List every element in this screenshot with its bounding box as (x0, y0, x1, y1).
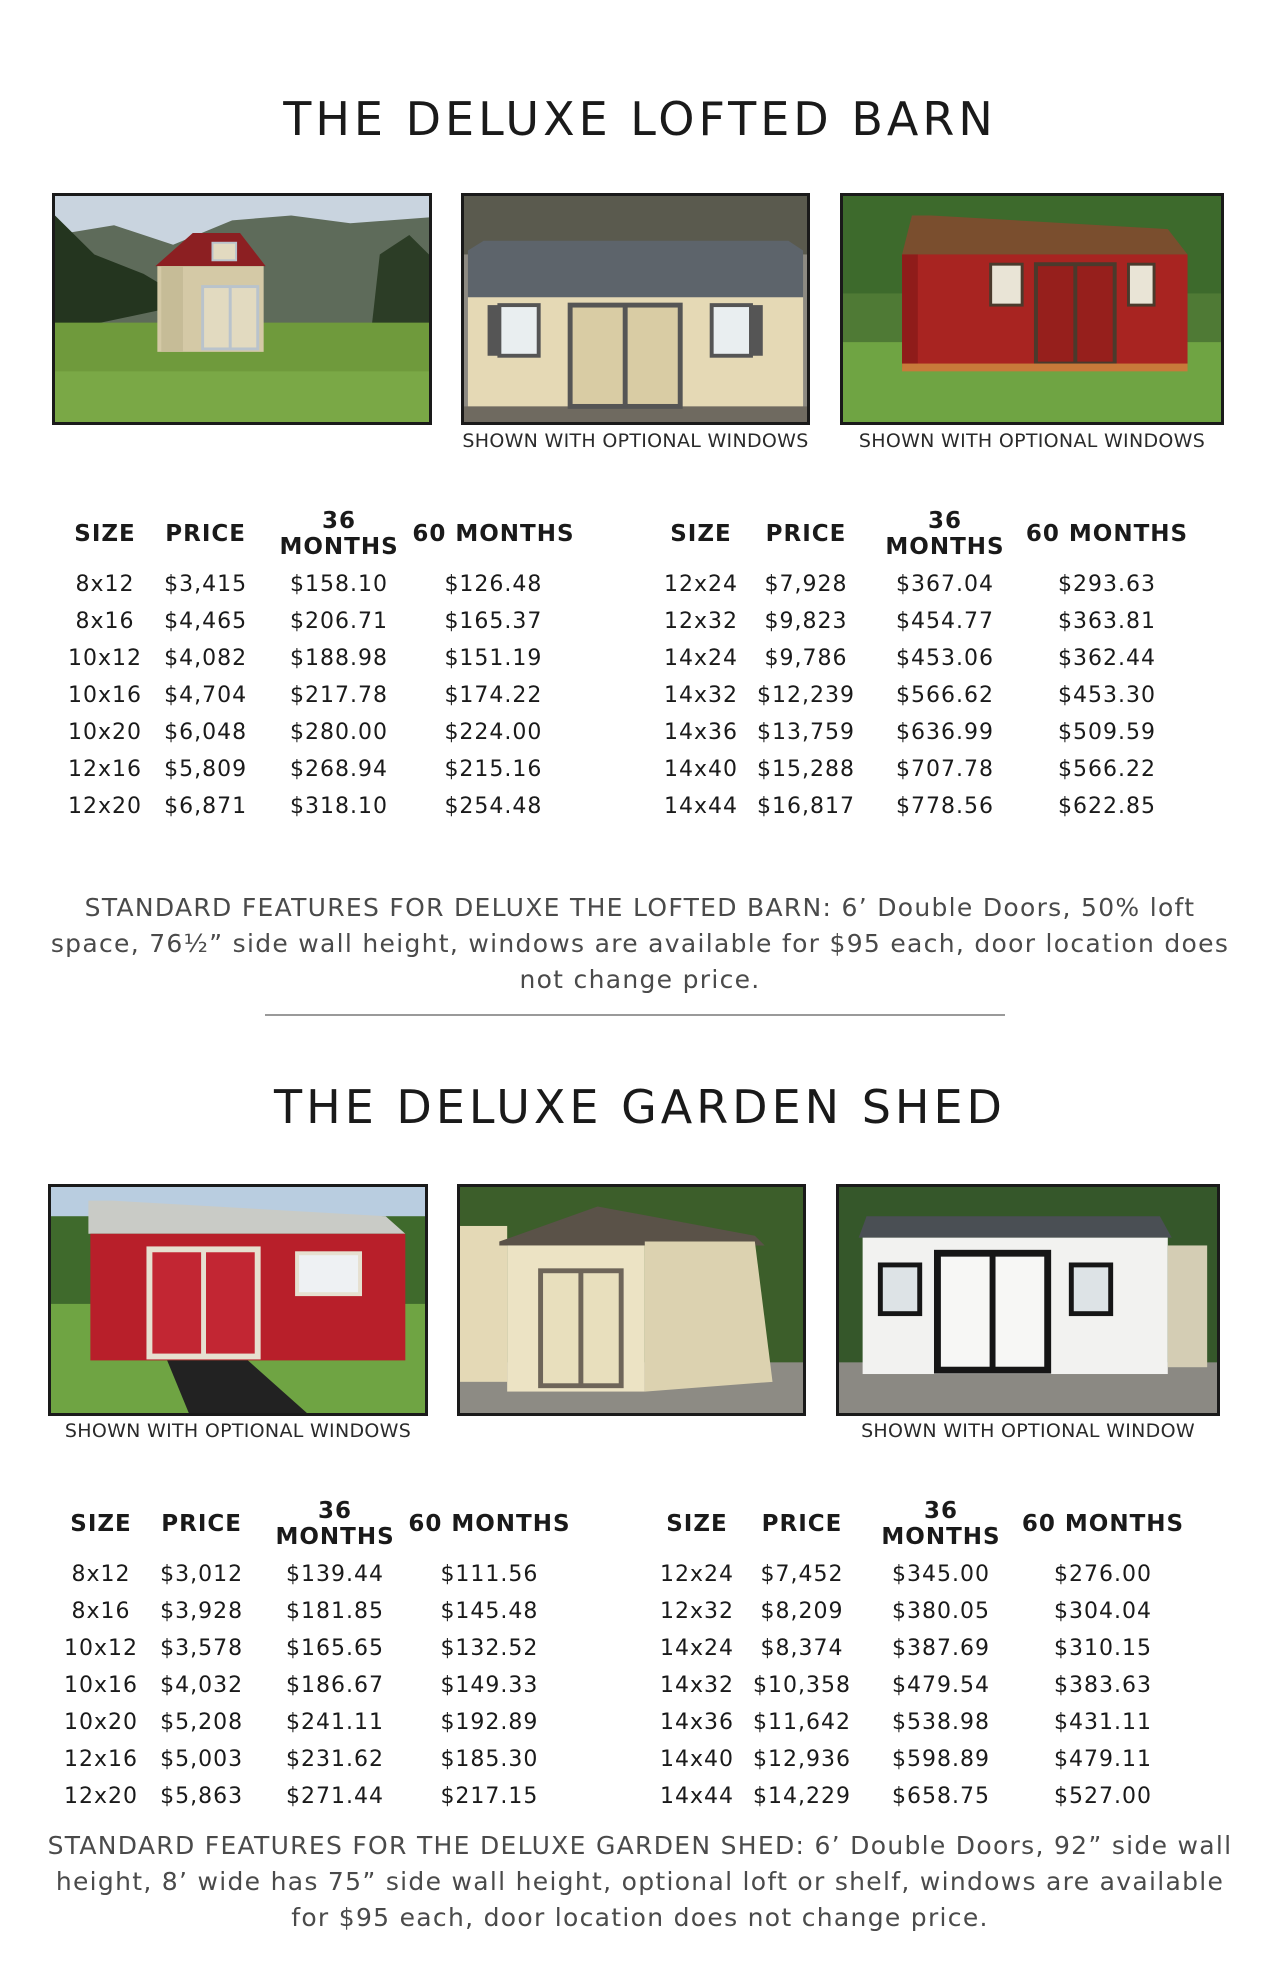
header-36-months: 36 MONTHS (279, 508, 399, 560)
cell-36-months: $658.75 (892, 1784, 990, 1809)
garden-price-table-left (64, 1498, 574, 1815)
barn-caption-1: SHOWN WITH OPTIONAL WINDOWS (462, 430, 809, 452)
header-price: PRICE (161, 1511, 242, 1537)
cell-36-months: $538.98 (892, 1710, 990, 1735)
cell-price: $9,786 (764, 646, 848, 671)
table-row (64, 1778, 574, 1815)
cell-60-months: $453.30 (1058, 683, 1156, 708)
section-divider (265, 1014, 1005, 1016)
cell-price: $10,358 (753, 1673, 851, 1698)
table-row (658, 1630, 1192, 1667)
header-size: SIZE (670, 521, 732, 547)
table-row (68, 640, 578, 677)
header-36-months: 36 MONTHS (275, 1498, 395, 1550)
cell-price: $8,209 (760, 1599, 844, 1624)
cell-36-months: $479.54 (892, 1673, 990, 1698)
cell-60-months: $145.48 (440, 1599, 539, 1624)
table-row (64, 1667, 574, 1704)
cell-price: $3,578 (160, 1636, 244, 1661)
table-row (68, 677, 578, 714)
cell-size: 14x44 (659, 1784, 734, 1809)
table-row (658, 1556, 1192, 1593)
cell-60-months: $509.59 (1058, 720, 1156, 745)
cell-price: $14,229 (753, 1784, 851, 1809)
cell-size: 12x32 (663, 609, 738, 634)
cell-size: 10x16 (68, 683, 143, 708)
cell-price: $5,208 (160, 1710, 244, 1735)
cell-36-months: $186.67 (286, 1673, 385, 1698)
header-price: PRICE (765, 521, 847, 547)
cell-60-months: $276.00 (1054, 1562, 1152, 1587)
cell-price: $3,928 (160, 1599, 244, 1624)
cell-60-months: $304.04 (1054, 1599, 1152, 1624)
header-60-months: 60 MONTHS (412, 521, 575, 547)
cell-60-months: $126.48 (444, 572, 543, 597)
header-size: SIZE (666, 1511, 728, 1537)
table-row (64, 1556, 574, 1593)
cell-price: $15,288 (757, 757, 855, 782)
cell-36-months: $241.11 (286, 1710, 385, 1735)
table-row (662, 603, 1196, 640)
cell-60-months: $149.33 (440, 1673, 539, 1698)
cell-60-months: $215.16 (444, 757, 543, 782)
cell-size: 14x40 (659, 1747, 734, 1772)
header-60-months: 60 MONTHS (408, 1511, 571, 1537)
cell-size: 12x20 (64, 1784, 139, 1809)
garden-price-table-right (658, 1498, 1192, 1815)
cell-60-months: $566.22 (1058, 757, 1156, 782)
cell-36-months: $271.44 (286, 1784, 385, 1809)
table-header-row (662, 508, 1196, 566)
cell-36-months: $206.71 (290, 609, 389, 634)
cell-price: $5,003 (160, 1747, 244, 1772)
table-row (658, 1778, 1192, 1815)
cell-size: 10x20 (68, 720, 143, 745)
header-60-months: 60 MONTHS (1025, 521, 1189, 547)
barn-caption-2: SHOWN WITH OPTIONAL WINDOWS (858, 430, 1206, 452)
cell-36-months: $454.77 (896, 609, 994, 634)
cell-36-months: $139.44 (286, 1562, 385, 1587)
table-row (658, 1593, 1192, 1630)
cell-36-months: $181.85 (286, 1599, 385, 1624)
cell-60-months: $527.00 (1054, 1784, 1152, 1809)
cell-36-months: $367.04 (896, 572, 994, 597)
table-row (662, 566, 1196, 603)
table-header-row (64, 1498, 574, 1556)
table-row (64, 1741, 574, 1778)
cell-36-months: $453.06 (896, 646, 994, 671)
cell-60-months: $310.15 (1054, 1636, 1152, 1661)
cell-price: $12,936 (753, 1747, 851, 1772)
cell-size: 14x24 (659, 1636, 734, 1661)
cell-price: $5,809 (164, 757, 248, 782)
cell-60-months: $254.48 (444, 794, 543, 819)
cell-size: 10x16 (64, 1673, 139, 1698)
header-36-months: 36 MONTHS (885, 508, 1005, 560)
garden-caption-1: SHOWN WITH OPTIONAL WINDOWS (64, 1420, 412, 1442)
garden-caption-2: SHOWN WITH OPTIONAL WINDOW (861, 1420, 1195, 1442)
cell-size: 12x20 (68, 794, 143, 819)
cell-36-months: $165.65 (286, 1636, 385, 1661)
garden-photo-red-windows (48, 1184, 428, 1416)
cell-36-months: $598.89 (892, 1747, 990, 1772)
cell-60-months: $293.63 (1058, 572, 1156, 597)
cell-60-months: $151.19 (444, 646, 543, 671)
garden-standard-features: STANDARD FEATURES FOR THE DELUXE GARDEN SHED: 6’ Double Doors, 92” side wall height, 8’ wide has 75” side wall height, optional loft or shelf, windows are available for $95 each, door location does not change price. (47, 1831, 1233, 1932)
barn-price-table-left (68, 508, 578, 825)
garden-photo-tan (457, 1184, 806, 1416)
cell-price: $3,012 (160, 1562, 244, 1587)
cell-price: $6,048 (164, 720, 248, 745)
table-row (64, 1630, 574, 1667)
cell-price: $7,928 (764, 572, 848, 597)
cell-60-months: $111.56 (440, 1562, 539, 1587)
barn-photo-red-windows (840, 193, 1224, 425)
cell-price: $6,871 (164, 794, 248, 819)
cell-size: 14x40 (663, 757, 738, 782)
table-header-row (658, 1498, 1192, 1556)
cell-size: 10x20 (64, 1710, 139, 1735)
table-row (64, 1593, 574, 1630)
cell-36-months: $387.69 (892, 1636, 990, 1661)
table-row (658, 1704, 1192, 1741)
cell-60-months: $622.85 (1058, 794, 1156, 819)
cell-60-months: $132.52 (440, 1636, 539, 1661)
cell-36-months: $280.00 (290, 720, 389, 745)
header-size: SIZE (74, 521, 136, 547)
cell-price: $7,452 (760, 1562, 844, 1587)
cell-36-months: $380.05 (892, 1599, 990, 1624)
cell-size: 8x16 (71, 1599, 131, 1624)
cell-price: $16,817 (757, 794, 855, 819)
cell-60-months: $192.89 (440, 1710, 539, 1735)
cell-size: 8x12 (75, 572, 135, 597)
header-36-months: 36 MONTHS (881, 1498, 1001, 1550)
barn-section-title: THE DELUXE LOFTED BARN (283, 92, 997, 146)
cell-price: $8,374 (760, 1636, 844, 1661)
cell-60-months: $363.81 (1058, 609, 1156, 634)
cell-60-months: $362.44 (1058, 646, 1156, 671)
barn-price-table-right (662, 508, 1196, 825)
table-row (662, 714, 1196, 751)
cell-size: 8x16 (75, 609, 135, 634)
cell-size: 14x32 (659, 1673, 734, 1698)
table-row (68, 751, 578, 788)
cell-60-months: $185.30 (440, 1747, 539, 1772)
cell-price: $11,642 (753, 1710, 851, 1735)
cell-60-months: $217.15 (440, 1784, 539, 1809)
cell-36-months: $707.78 (896, 757, 994, 782)
cell-price: $5,863 (160, 1784, 244, 1809)
cell-60-months: $383.63 (1054, 1673, 1152, 1698)
table-row (68, 788, 578, 825)
table-header-row (68, 508, 578, 566)
cell-36-months: $318.10 (290, 794, 389, 819)
cell-36-months: $158.10 (290, 572, 389, 597)
header-price: PRICE (165, 521, 246, 547)
cell-60-months: $479.11 (1054, 1747, 1152, 1772)
header-price: PRICE (761, 1511, 843, 1537)
garden-section-title: THE DELUXE GARDEN SHED (274, 1080, 1006, 1134)
cell-price: $3,415 (164, 572, 248, 597)
header-size: SIZE (70, 1511, 132, 1537)
cell-size: 10x12 (68, 646, 143, 671)
table-row (68, 714, 578, 751)
cell-size: 14x24 (663, 646, 738, 671)
table-row (658, 1667, 1192, 1704)
cell-size: 10x12 (64, 1636, 139, 1661)
barn-photo-mountains (52, 193, 432, 425)
table-row (658, 1741, 1192, 1778)
cell-36-months: $268.94 (290, 757, 389, 782)
table-row (68, 603, 578, 640)
cell-60-months: $165.37 (444, 609, 543, 634)
cell-60-months: $174.22 (444, 683, 543, 708)
cell-60-months: $431.11 (1054, 1710, 1152, 1735)
cell-36-months: $778.56 (896, 794, 994, 819)
cell-price: $9,823 (764, 609, 848, 634)
cell-size: 14x32 (663, 683, 738, 708)
cell-size: 12x24 (659, 1562, 734, 1587)
cell-size: 14x36 (663, 720, 738, 745)
cell-36-months: $217.78 (290, 683, 389, 708)
cell-price: $4,082 (164, 646, 248, 671)
garden-photo-white-window (836, 1184, 1220, 1416)
cell-36-months: $345.00 (892, 1562, 990, 1587)
cell-price: $13,759 (757, 720, 855, 745)
cell-size: 12x32 (659, 1599, 734, 1624)
cell-size: 14x44 (663, 794, 738, 819)
table-row (662, 751, 1196, 788)
cell-36-months: $636.99 (896, 720, 994, 745)
cell-price: $4,465 (164, 609, 248, 634)
cell-size: 12x24 (663, 572, 738, 597)
cell-size: 12x16 (68, 757, 143, 782)
cell-size: 14x36 (659, 1710, 734, 1735)
header-60-months: 60 MONTHS (1021, 1511, 1185, 1537)
barn-photo-tan-windows (461, 193, 810, 425)
cell-price: $12,239 (757, 683, 855, 708)
table-row (68, 566, 578, 603)
cell-price: $4,704 (164, 683, 248, 708)
cell-size: 8x12 (71, 1562, 131, 1587)
cell-size: 12x16 (64, 1747, 139, 1772)
cell-36-months: $188.98 (290, 646, 389, 671)
cell-36-months: $231.62 (286, 1747, 385, 1772)
table-row (662, 640, 1196, 677)
table-row (64, 1704, 574, 1741)
table-row (662, 677, 1196, 714)
barn-standard-features: STANDARD FEATURES FOR DELUXE THE LOFTED BARN: 6’ Double Doors, 50% loft space, 76½” side wall height, windows are available for $95 each, door location does not change price. (50, 893, 1230, 994)
cell-36-months: $566.62 (896, 683, 994, 708)
table-row (662, 788, 1196, 825)
cell-price: $4,032 (160, 1673, 244, 1698)
cell-60-months: $224.00 (444, 720, 543, 745)
